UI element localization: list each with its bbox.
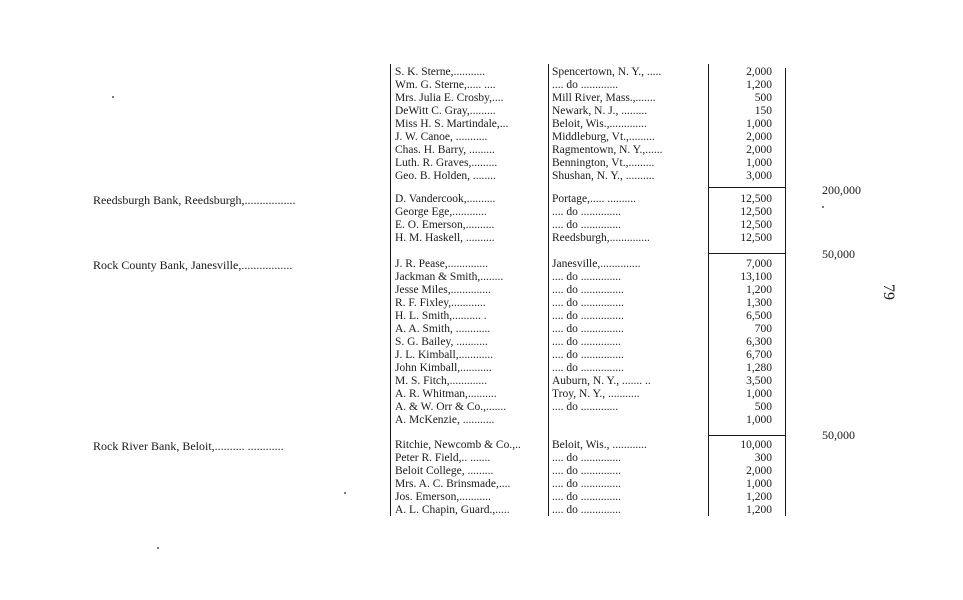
share-amount: 6,700 xyxy=(746,349,772,361)
share-amount: 300 xyxy=(754,452,772,464)
stockholder-residence: .... do .............. xyxy=(552,478,621,490)
share-amount: 3,500 xyxy=(746,375,772,387)
stockholder-name: DeWitt C. Gray,......... xyxy=(395,105,496,117)
stockholder-name: Wm. G. Sterne,..... .... xyxy=(395,79,496,91)
stockholder-residence: Newark, N. J., ......... xyxy=(552,105,648,117)
stockholder-residence: Mill River, Mass.,....... xyxy=(552,92,656,104)
stockholder-residence: Bennington, Vt.,......... xyxy=(552,157,655,169)
share-amount: 2,000 xyxy=(746,465,772,477)
share-amount: 2,000 xyxy=(746,131,772,143)
stockholder-residence: .... do .............. xyxy=(552,206,621,218)
share-amount: 10,000 xyxy=(740,439,772,451)
stockholder-residence: .... do ............... xyxy=(552,349,624,361)
share-amount: 3,000 xyxy=(746,170,772,182)
share-amount: 1,000 xyxy=(746,157,772,169)
stockholder-residence: Janesville,.............. xyxy=(552,258,641,270)
stockholder-residence: .... do .............. xyxy=(552,336,621,348)
share-amount: 2,000 xyxy=(746,66,772,78)
stockholder-residence: .... do ............. xyxy=(552,401,619,413)
share-amount: 1,280 xyxy=(746,362,772,374)
group-rule xyxy=(708,435,786,436)
stockholder-residence: Beloit, Wis., ............ xyxy=(552,439,647,451)
share-amount: 700 xyxy=(754,323,772,335)
stockholder-residence: Shushan, N. Y., .......... xyxy=(552,170,655,182)
stockholder-residence: Reedsburgh,.............. xyxy=(552,232,650,244)
share-amount: 7,000 xyxy=(746,258,772,270)
stockholder-name: Chas. H. Barry, ......... xyxy=(395,144,495,156)
stockholder-name: A. R. Whitman,.......... xyxy=(395,388,497,400)
share-amount: 1,200 xyxy=(746,504,772,516)
bank-capital-total: 200,000 xyxy=(822,183,861,197)
bank-name: Reedsburgh Bank, Reedsburgh,................. xyxy=(93,193,296,207)
share-amount: 1,000 xyxy=(746,478,772,490)
stockholder-name: H. M. Haskell, .......... xyxy=(395,232,495,244)
share-amount: 12,500 xyxy=(740,193,772,205)
stockholder-residence: Middleburg, Vt.,......... xyxy=(552,131,655,143)
stockholder-residence: .... do ............... xyxy=(552,297,624,309)
stockholder-name: S. G. Bailey, ........... xyxy=(395,336,488,348)
stockholder-name: E. O. Emerson,.......... xyxy=(395,219,495,231)
stockholder-name: D. Vandercook,.......... xyxy=(395,193,496,205)
stockholder-name: A. A. Smith, ............ xyxy=(395,323,491,335)
stockholder-name: Miss H. S. Martindale,... xyxy=(395,118,509,130)
stockholder-residence: .... do ............. xyxy=(552,79,619,91)
stockholder-name: Mrs. Julia E. Crosby,.... xyxy=(395,92,504,104)
share-amount: 1,000 xyxy=(746,388,772,400)
share-amount: 500 xyxy=(754,401,772,413)
stockholder-name: Geo. B. Holden, ........ xyxy=(395,170,496,182)
share-amount: 12,500 xyxy=(740,219,772,231)
stockholder-residence: .... do ............... xyxy=(552,362,624,374)
bank-capital-total: 50,000 xyxy=(822,247,855,261)
stockholder-name: J. W. Canoe, ........... xyxy=(395,131,488,143)
stockholder-name: S. K. Sterne,........... xyxy=(395,66,486,78)
stockholder-residence: .... do .............. xyxy=(552,504,621,516)
print-speck xyxy=(157,547,159,549)
share-amount: 6,300 xyxy=(746,336,772,348)
share-amount: 1,200 xyxy=(746,79,772,91)
stockholder-name: A. McKenzie, ........... xyxy=(395,414,495,426)
stockholder-residence: .... do .............. xyxy=(552,271,621,283)
stockholder-name: Jos. Emerson,........... xyxy=(395,491,491,503)
bank-capital-total: 50,000 xyxy=(822,428,855,442)
share-amount: 2,000 xyxy=(746,144,772,156)
group-rule xyxy=(708,253,786,254)
print-speck xyxy=(344,492,346,494)
print-speck xyxy=(112,96,114,98)
share-amount: 1,000 xyxy=(746,414,772,426)
bank-name: Rock County Bank, Janesville,................. xyxy=(93,258,293,272)
stockholder-residence: Ragmentown, N. Y.,...... xyxy=(552,144,663,156)
bank-name: Rock River Bank, Beloit,.......... ............ xyxy=(93,439,284,453)
stockholder-residence: Beloit, Wis.,............. xyxy=(552,118,647,130)
stockholder-name: J. L. Kimball,............ xyxy=(395,349,494,361)
stockholder-residence: Spencertown, N. Y., ..... xyxy=(552,66,662,78)
share-amount: 500 xyxy=(754,92,772,104)
stockholder-residence: .... do ............... xyxy=(552,310,624,322)
stockholder-name: R. F. Fixley,............ xyxy=(395,297,486,309)
stockholder-name: Jesse Miles,.............. xyxy=(395,284,491,296)
share-amount: 150 xyxy=(754,105,772,117)
share-amount: 13,100 xyxy=(740,271,772,283)
stockholder-name: Luth. R. Graves,......... xyxy=(395,157,498,169)
share-amount: 1,300 xyxy=(746,297,772,309)
stockholder-residence: Troy, N. Y., ........... xyxy=(552,388,640,400)
share-amount: 6,500 xyxy=(746,310,772,322)
stockholder-residence: .... do .............. xyxy=(552,491,621,503)
share-amount: 1,200 xyxy=(746,284,772,296)
stockholder-residence: .... do .............. xyxy=(552,219,621,231)
stockholder-name: Jackman & Smith,........ xyxy=(395,271,504,283)
stockholder-name: Peter R. Field,.. ....... xyxy=(395,452,491,464)
stockholder-name: A. & W. Orr & Co.,....... xyxy=(395,401,507,413)
stockholder-name: John Kimball,........... xyxy=(395,362,492,374)
print-speck xyxy=(822,206,824,208)
stockholder-name: J. R. Pease,.............. xyxy=(395,258,488,270)
stockholder-residence: .... do .............. xyxy=(552,452,621,464)
page-number: 79 xyxy=(880,284,897,300)
stockholder-name: George Ege,............ xyxy=(395,206,487,218)
stockholder-name: M. S. Fitch,............. xyxy=(395,375,488,387)
stockholder-name: Beloit College, ......... xyxy=(395,465,494,477)
share-amount: 1,200 xyxy=(746,491,772,503)
stockholder-name: Mrs. A. C. Brinsmade,.... xyxy=(395,478,511,490)
share-amount: 12,500 xyxy=(740,206,772,218)
stockholder-residence: Auburn, N. Y., ....... .. xyxy=(552,375,651,387)
stockholder-name: A. L. Chapin, Guard.,..... xyxy=(395,504,510,516)
stockholder-residence: .... do ............... xyxy=(552,284,624,296)
stockholder-residence: Portage,..... .......... xyxy=(552,193,637,205)
group-rule xyxy=(708,187,786,188)
stockholder-name: Ritchie, Newcomb & Co.,.. xyxy=(395,439,521,451)
share-amount: 1,000 xyxy=(746,118,772,130)
column-rule-left xyxy=(390,64,391,516)
share-amount: 12,500 xyxy=(740,232,772,244)
stockholder-residence: .... do .............. xyxy=(552,465,621,477)
column-rule-amount xyxy=(708,64,709,516)
column-rule-right xyxy=(785,68,786,516)
stockholder-name: H. L. Smith,.......... . xyxy=(395,310,487,322)
stockholder-residence: .... do ............... xyxy=(552,323,624,335)
